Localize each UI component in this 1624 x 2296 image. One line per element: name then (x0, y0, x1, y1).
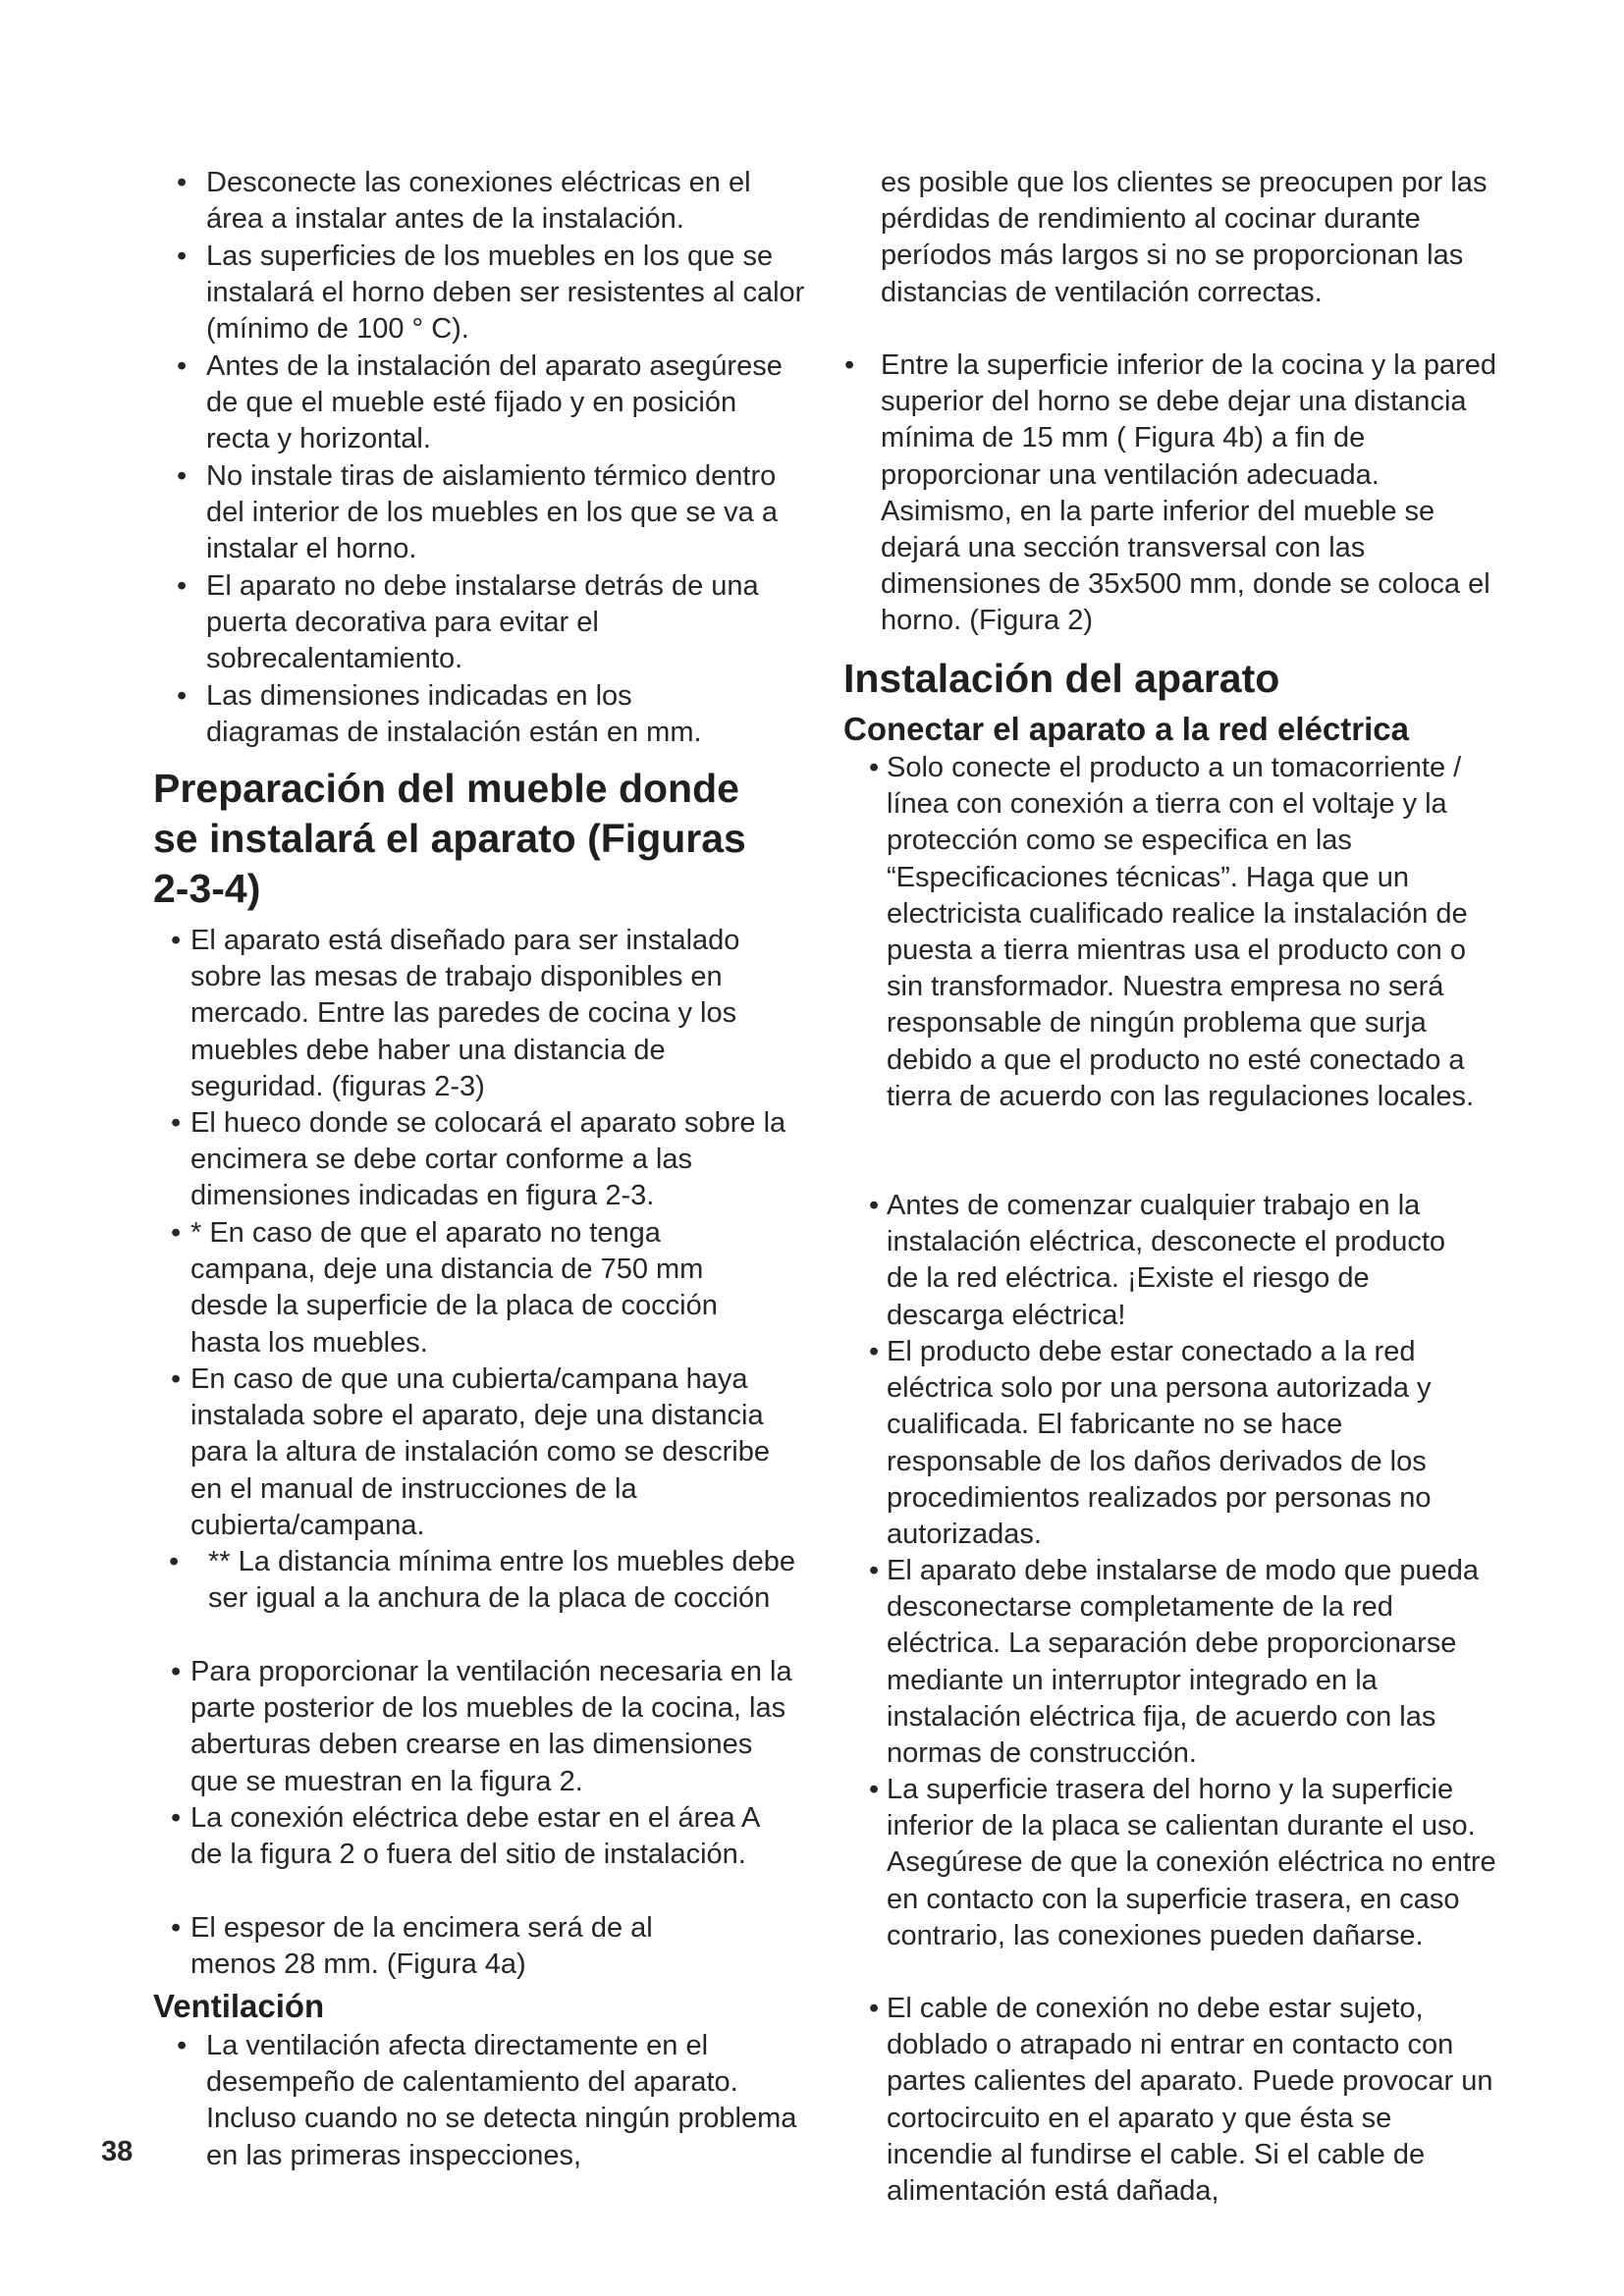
bullet-text: Las dimensiones indicadas en los diagramas de instalación están en mm. (206, 680, 702, 749)
list-item (171, 1105, 799, 1215)
bullet-text: El aparato está diseñado para ser instalado sobre las mesas de trabajo disponibles en mercado. Entre las paredes de cocina y los muebles debe haber una distancia de seguridad. (figuras 2-3) (190, 925, 740, 1102)
bullet-text: Antes de comenzar cualquier trabajo en la instalación eléctrica, desconecte el producto de la red eléctrica. ¡Existe el riesgo de descarga eléctrica! (887, 1190, 1446, 1331)
section-heading-ventilation: Ventilación (153, 1988, 325, 2024)
list-item (869, 1188, 1478, 1334)
bullet-icon: • (844, 349, 855, 381)
list-item (177, 568, 776, 678)
bullet-icon: • (171, 1217, 182, 1249)
bullet-icon: • (177, 2030, 188, 2061)
bullet-text: No instale tiras de aislamiento térmico dentro del interior de los muebles en los que se va a instalar el horno. (206, 460, 778, 565)
list-item (869, 750, 1497, 1115)
bullet-text: Para proporcionar la ventilación necesaria en la parte posterior de los muebles de la cocina, las aberturas deben crearse en las dimensiones que se muestran en la figura 2. (190, 1656, 792, 1797)
list-item (869, 1991, 1497, 2210)
bullet-text: La superficie trasera del horno y la superficie inferior de la placa se calientan durante el uso. Asegúrese de que la conexión eléctrica no entre en contacto con la superficie trasera, en caso contrario, las conexiones pueden dañarse. (887, 1774, 1496, 1951)
list-item (869, 1334, 1497, 1553)
bullet-icon: • (177, 680, 188, 712)
bullet-icon: • (177, 350, 188, 382)
bullet-text: El espesor de la encimera será de al menos 28 mm. (Figura 4a) (190, 1912, 653, 1981)
bullet-icon: • (869, 1555, 880, 1586)
list-item (177, 2028, 805, 2174)
bullet-text: Solo conecte el producto a un tomacorriente / línea con conexión a tierra con el voltaje y la protección como se especifica en las “Especificaciones técnicas”. Haga que un electricista cualificado realice la instalación de puesta a tierra mientras usa el producto con o sin transformador. Nuestra empresa no será responsable de ningún problema que surja debido a que el producto no esté conectado a tierra de acuerdo con las regulaciones locales. (887, 752, 1475, 1112)
bullet-text: * En caso de que el aparato no tenga campana, deje una distancia de 750 mm desde la superficie de la placa de cocción hasta los muebles. (190, 1217, 718, 1359)
bullet-text: En caso de que una cubierta/campana haya instalada sobre el aparato, deje una distancia para la altura de instalación como se describe en el manual de instrucciones de la cubierta/campana. (190, 1363, 770, 1541)
bullet-icon: • (177, 240, 188, 272)
list-item (171, 1800, 760, 1873)
bullet-text: ** La distancia mínima entre los muebles debe ser igual a la anchura de la placa de cocción (208, 1546, 796, 1615)
bullet-icon: • (177, 167, 188, 198)
section-heading-preparation: Preparación del mueble donde se instalará el aparato (Figuras 2-3-4) (153, 766, 746, 911)
paragraph-text: es posible que los clientes se preocupen por las pérdidas de rendimiento al cocinar durante períodos más largos si no se proporcionan las distancias de ventilación correctas. (881, 167, 1488, 308)
list-item (171, 1910, 721, 1983)
section-heading-installation: Instalación del aparato (843, 656, 1280, 701)
bullet-icon: • (177, 460, 188, 492)
bullet-icon: • (171, 1802, 182, 1834)
bullet-icon: • (869, 1190, 880, 1221)
bullet-text: El aparato debe instalarse de modo que pueda desconectarse completamente de la red eléctrica. La separación debe proporcionarse mediante un interruptor integrado en la instalación eléctrica fija, de acuerdo con las normas de construcción. (887, 1555, 1479, 1770)
bullet-icon: • (171, 1656, 182, 1687)
bullet-text: Las superficies de los muebles en los que se instalará el horno deben ser resistentes al calor (mínimo de 100 ° C). (206, 240, 805, 346)
bullet-text: El cable de conexión no debe estar sujeto, doblado o atrapado ni entrar en contacto con partes calientes del aparato. Puede provocar un cortocircuito en el aparato y que ésta se incendie al fundirse el cable. Si el cable de alimentación está dañada, (887, 1993, 1493, 2208)
bullet-icon: • (177, 570, 188, 602)
list-item (177, 458, 805, 568)
bullet-text: Desconecte las conexiones eléctricas en el área a instalar antes de la instalación. (206, 167, 751, 236)
bullet-icon: • (171, 1363, 182, 1395)
bullet-icon: • (171, 1912, 182, 1944)
list-item (869, 1553, 1497, 1772)
bullet-icon: • (869, 752, 880, 783)
bullet-icon: • (869, 1993, 880, 2024)
bullet-text: El hueco donde se colocará el aparato sobre la encimera se debe cortar conforme a las dimensiones indicadas en figura 2-3. (190, 1107, 786, 1212)
bullet-text: El producto debe estar conectado a la red eléctrica solo por una persona autorizada y cualificada. El fabricante no se hace responsable de los daños derivados de los procedimientos realizados por personas no autorizadas. (887, 1336, 1432, 1551)
bullet-icon: • (171, 925, 182, 956)
list-item (177, 165, 805, 238)
page-number: 38 (101, 2136, 134, 2167)
bullet-icon: • (869, 1774, 880, 1805)
list-item (869, 1772, 1497, 1954)
section-heading-connect: Conectar el aparato a la red eléctrica (843, 711, 1409, 747)
bullet-icon: • (869, 1336, 880, 1367)
list-item (177, 348, 805, 458)
bullet-text: El aparato no debe instalarse detrás de una puerta decorativa para evitar el sobrecalentamiento. (206, 570, 759, 675)
list-item (177, 678, 766, 751)
list-item (169, 1544, 797, 1617)
list-item (844, 347, 1497, 640)
bullet-text: Entre la superficie inferior de la cocina y la pared superior del horno se debe dejar una distancia mínima de 15 mm ( Figura 4b) a fin de proporcionar una ventilación adecuada. Asimismo, en la parte inferior del mueble se dejará una sección transversal con las dimensiones de 35x500 mm, donde se coloca el horno. (Figura 2) (881, 349, 1497, 637)
bullet-text: La ventilación afecta directamente en el desempeño de calentamiento del aparato. Incluso cuando no se detecta ningún problema en las primeras inspecciones, (206, 2030, 797, 2171)
bullet-text: La conexión eléctrica debe estar en el área A de la figura 2 o fuera del sitio de instalación. (190, 1802, 759, 1871)
bullet-text: Antes de la instalación del aparato asegúrese de que el mueble esté fijado y en posición recta y horizontal. (206, 350, 783, 455)
list-item (171, 1362, 799, 1544)
bullet-icon: • (169, 1546, 180, 1577)
list-item (171, 1654, 799, 1800)
list-item (177, 239, 805, 348)
paragraph-ventilation-continued (881, 165, 1489, 311)
list-item (171, 923, 799, 1105)
list-item (171, 1215, 780, 1362)
bullet-icon: • (171, 1107, 182, 1139)
